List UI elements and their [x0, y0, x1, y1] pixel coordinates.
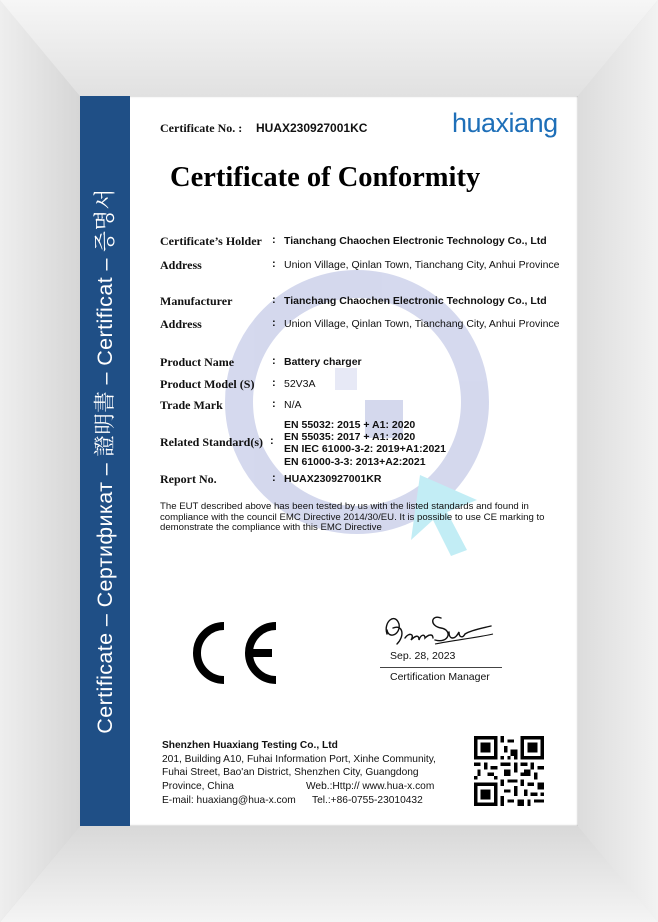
- signature: [375, 604, 495, 654]
- huaxiang-logo: huaxiang: [452, 108, 558, 138]
- product-model: 52V3A: [284, 378, 316, 390]
- certificate-no-label: Certificate No. :: [160, 121, 243, 135]
- standard-item: EN IEC 61000-3-2: 2019+A1:2021: [284, 443, 446, 455]
- product-model-label: Product Model (S): [160, 377, 255, 391]
- page-title: Certificate of Conformity: [170, 162, 481, 193]
- standard-item: EN 55035: 2017 + A1: 2020: [284, 431, 416, 443]
- footer-address-line: Province, China: [162, 781, 234, 792]
- footer-address-line: Fuhai Street, Bao'an District, Shenzhen City, Guangdong: [162, 767, 419, 778]
- side-band-text: Certificate – Сертификат – 證明書 – Certificat – 증명서: [93, 188, 117, 734]
- frame-bevel-bottom: [0, 826, 658, 922]
- frame-bevel-right: [578, 0, 658, 922]
- standards-label: Related Standard(s): [160, 435, 264, 449]
- holder-label: Certificate’s Holder: [160, 234, 262, 248]
- holder-address-label: Address: [160, 258, 202, 272]
- holder-address-colon: :: [272, 258, 276, 270]
- signature-line: [380, 667, 502, 668]
- standard-item: EN 55032: 2015 + A1: 2020: [284, 419, 416, 431]
- signature-title: Certification Manager: [390, 671, 490, 683]
- manufacturer-name: Tianchang Chaochen Electronic Technology Co., Ltd: [284, 295, 547, 307]
- product-name-colon: :: [272, 355, 276, 367]
- qr-code-icon: [474, 736, 544, 806]
- manufacturer-address-label: Address: [160, 317, 202, 331]
- manufacturer-label: Manufacturer: [160, 294, 233, 308]
- standard-item: EN 61000-3-3: 2013+A2:2021: [284, 456, 426, 468]
- frame-bevel-left: [0, 0, 80, 922]
- footer-address-line: 201, Building A10, Fuhai Information Port, Xinhe Community,: [162, 754, 436, 765]
- report-no-colon: :: [272, 472, 276, 484]
- compliance-statement: The EUT described above has been tested by us with the listed standards and found in compliance with the council EMC Directive 2014/30/EU. It is possible to use CE marking to demonstrate the compliance with this EMC Directive: [160, 501, 545, 533]
- product-name-label: Product Name: [160, 355, 235, 369]
- standards-colon: :: [270, 435, 274, 447]
- holder-colon: :: [272, 234, 276, 246]
- manufacturer-address: Union Village, Qinlan Town, Tianchang City, Anhui Province: [284, 318, 560, 330]
- holder-address: Union Village, Qinlan Town, Tianchang City, Anhui Province: [284, 259, 560, 271]
- footer-tel: Tel.:+86-0755-23010432: [312, 795, 423, 806]
- product-model-colon: :: [272, 377, 276, 389]
- trademark: N/A: [284, 399, 302, 411]
- holder-name: Tianchang Chaochen Electronic Technology Co., Ltd: [284, 235, 547, 247]
- report-no: HUAX230927001KR: [284, 473, 382, 485]
- product-name: Battery charger: [284, 356, 362, 368]
- footer-company: Shenzhen Huaxiang Testing Co., Ltd: [162, 740, 338, 751]
- certificate-no: HUAX230927001KC: [256, 121, 368, 135]
- trademark-label: Trade Mark: [160, 398, 223, 412]
- manufacturer-address-colon: :: [272, 317, 276, 329]
- footer-web: Web.:Http:// www.hua-x.com: [306, 781, 435, 792]
- ce-mark-icon: [186, 622, 282, 684]
- frame-bevel-top: [0, 0, 658, 96]
- manufacturer-colon: :: [272, 294, 276, 306]
- footer-email: E-mail: huaxiang@hua-x.com: [162, 795, 296, 806]
- signature-date: Sep. 28, 2023: [390, 650, 456, 662]
- trademark-colon: :: [272, 398, 276, 410]
- report-no-label: Report No.: [160, 472, 217, 486]
